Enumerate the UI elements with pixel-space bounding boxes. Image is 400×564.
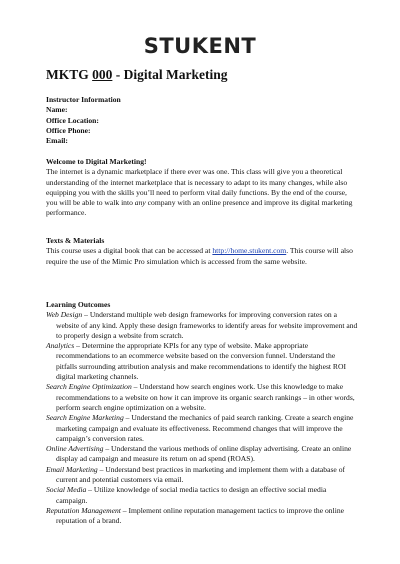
learning-outcomes-section	[46, 300, 358, 527]
email-field: Email:	[46, 136, 68, 146]
outcome-term: Social Media	[46, 485, 87, 495]
instructor-info-section	[46, 95, 358, 146]
welcome-text-end: company with an online presence and improve its digital marketing performance.	[46, 198, 353, 218]
outcome-text: – Determine the appropriate KPIs for any type of website. Make appropriate recommendations to an ecommerce website based on the conversion funnel. Understand the pitfalls surrounding attribution analysis and make recommendations to identify the highest ROI digital marketing channels.	[56, 341, 346, 382]
outcome-email-marketing	[46, 465, 358, 486]
stukent-logo: STUKENT	[143, 34, 257, 58]
welcome-paragraph	[46, 167, 358, 218]
outcome-term: Search Engine Optimization	[46, 382, 132, 392]
outcome-text: – Implement online reputation management tactics to improve the online reputation of a brand.	[56, 505, 344, 526]
outcome-text: – Understand best practices in marketing and implement them with a database of current and potential customers via email.	[56, 464, 346, 485]
course-prefix: MKTG	[46, 67, 93, 82]
outcome-text: – Understand the various methods of online display advertising. Create an online display ad campaign and measure its return on ad spend (ROAS).	[56, 444, 352, 464]
outcome-term: Web Design	[46, 310, 83, 320]
stukent-home-link[interactable]: http://home.stukent.com	[212, 246, 287, 256]
outcome-term: Reputation Management	[46, 505, 121, 515]
outcome-web-design	[46, 310, 358, 341]
outcome-text: – Understand multiple web design frameworks for improving conversion rates on a website of any kind. Apply these design frameworks to identify areas for website improvement and to properly design a website from scratch.	[56, 310, 358, 340]
course-number: 000	[92, 67, 113, 82]
texts-text-start: This course uses a digital book that can be accessed at	[46, 246, 213, 256]
welcome-text-start: The internet is a dynamic marketplace if there ever was one. This class will give you a theoretical understanding of the internet marketplace that is necessary to adapt to its many changes, while also equipping you with the skills you’ll need to perform vital daily functions. By the end of the course, you will be able to walk into	[46, 167, 348, 208]
outcome-online-advertising	[46, 444, 358, 465]
welcome-heading: Welcome to Digital Marketing!	[46, 157, 147, 166]
outcome-term: Analytics	[46, 341, 75, 351]
outcome-term: Search Engine Marketing	[46, 413, 124, 423]
texts-materials-heading: Texts & Materials	[46, 236, 105, 245]
outcome-analytics	[46, 341, 358, 382]
course-suffix: - Digital Marketing	[112, 67, 228, 82]
learning-outcomes-heading: Learning Outcomes	[46, 300, 111, 309]
texts-materials-section	[46, 236, 358, 267]
instructor-name-field: Name:	[46, 105, 68, 115]
office-phone-field: Office Phone:	[46, 125, 91, 135]
outcome-seo	[46, 382, 358, 413]
instructor-info-heading: Instructor Information	[46, 95, 121, 104]
texts-text-end: . This course will also require the use of the Mimic Pro simulation which is accessed from the same website.	[46, 246, 353, 266]
outcome-text: – Utilize knowledge of social media tactics to design an effective social media campaign.	[56, 485, 327, 505]
outcome-sem	[46, 413, 358, 444]
outcome-social-media	[46, 485, 358, 506]
outcome-term: Email Marketing	[46, 464, 98, 474]
office-location-field: Office Location:	[46, 115, 99, 125]
outcome-text: – Understand how search engines work. Use this knowledge to make recommendations to a website on how it can improve its organic search rankings – in other words, perform search engine optimization on a website.	[56, 382, 355, 412]
welcome-emphasis: any	[134, 198, 146, 208]
welcome-section	[46, 157, 358, 219]
course-title	[46, 67, 227, 83]
outcome-text: – Understand the mechanics of paid search ranking. Create a search engine marketing campaign and evaluate its effectiveness. Recommend changes that will improve the campaign’s conversion rates.	[56, 413, 354, 443]
texts-materials-paragraph	[46, 246, 358, 267]
outcome-term: Online Advertising	[46, 444, 104, 454]
outcome-reputation-management	[46, 506, 358, 527]
